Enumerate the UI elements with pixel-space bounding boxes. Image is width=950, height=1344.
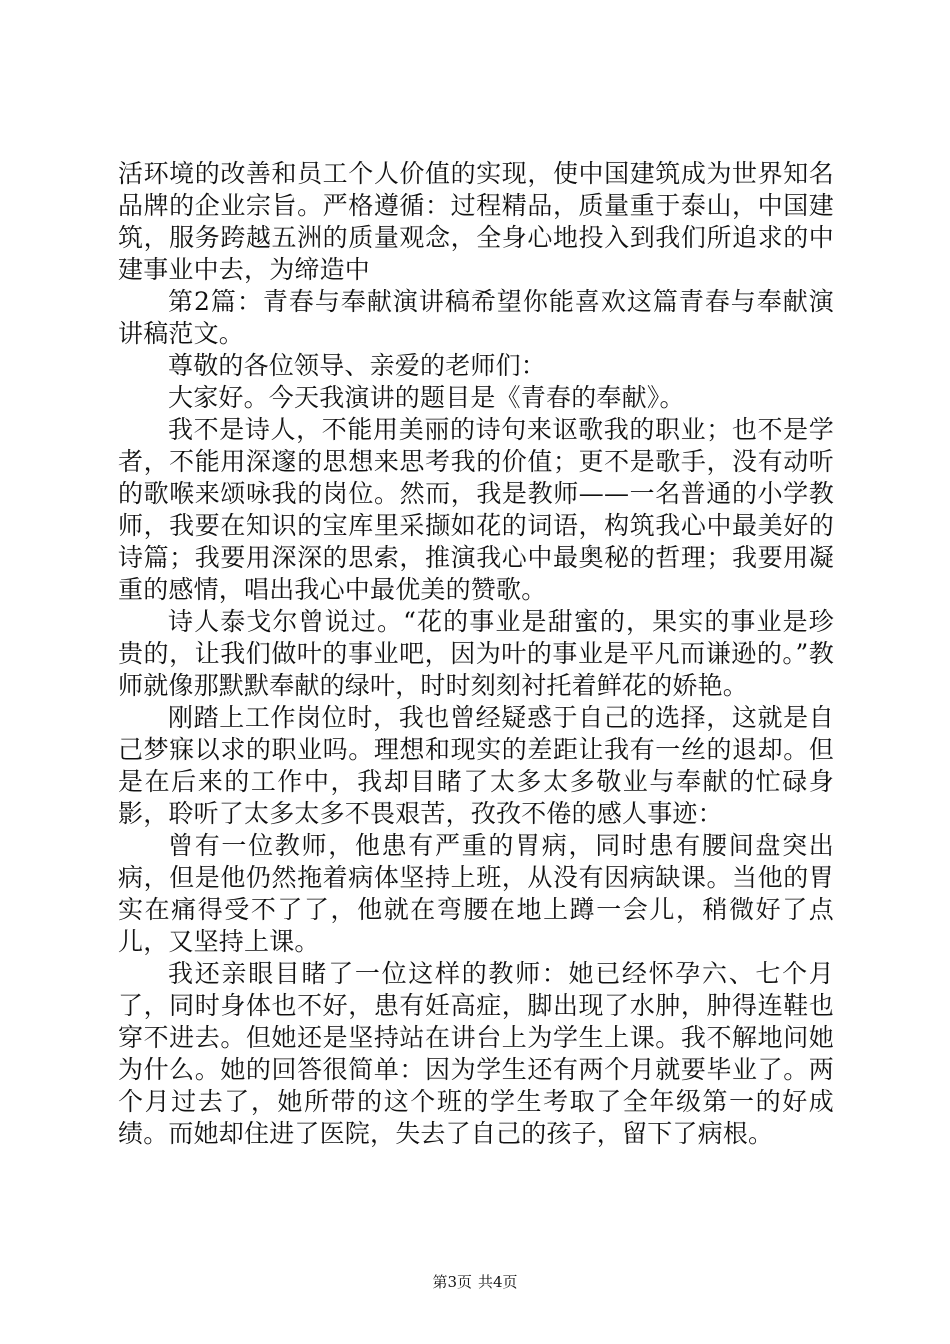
page-total: 共4页 (478, 1273, 518, 1291)
paragraph-body: 我不是诗人，不能用美丽的诗句来讴歌我的职业；也不是学者，不能用深邃的思想来思考我的价值；更不是歌手，没有动听的歌喉来颂咏我的岗位。然而，我是教师——一名普通的小学教师，我要在知识的宝库里采撷如花的词语，构筑我心中最美好的诗篇；我要用深深的思索，推演我心中最奥秘的哲理；我要用凝重的感情，唱出我心中最优美的赞歌。 (118, 415, 834, 604)
paragraph-body: 诗人泰戈尔曾说过。“花的事业是甜蜜的，果实的事业是珍贵的，让我们做叶的事业吧，因为叶的事业是平凡而谦逊的。”教师就像那默默奉献的绿叶，时时刻刻衬托着鲜花的娇艳。 (118, 607, 834, 700)
paragraph-body: 曾有一位教师，他患有严重的胃病，同时患有腰间盘突出病，但是他仍然拖着病体坚持上班，从没有因病缺课。当他的胃实在痛得受不了了，他就在弯腰在地上蹲一会儿，稍微好了点儿，又坚持上课。 (118, 831, 834, 956)
paragraph-body: 刚踏上工作岗位时，我也曾经疑惑于自己的选择，这就是自己梦寐以求的职业吗。理想和现实的差距让我有一丝的退却。但是在后来的工作中，我却目睹了太多太多敬业与奉献的忙碌身影，聆听了太多太多不畏艰苦，孜孜不倦的感人事迹： (118, 703, 834, 828)
page-footer (0, 1272, 950, 1292)
paragraph-salutation: 尊敬的各位领导、亲爱的老师们： (168, 351, 547, 380)
paragraph-greeting: 大家好。今天我演讲的题目是《青春的奉献》。 (168, 383, 685, 412)
paragraph-continuation: 活环境的改善和员工个人价值的实现，使中国建筑成为世界知名品牌的企业宗旨。严格遵循：过程精品，质量重于泰山，中国建筑，服务跨越五洲的质量观念，全身心地投入到我们所追求的中建事业中去，为缔造中 (118, 159, 834, 284)
page-number: 第3页 (432, 1273, 472, 1291)
paragraph-body: 我还亲眼目睹了一位这样的教师：她已经怀孕六、七个月了，同时身体也不好，患有妊高症，脚出现了水肿，肿得连鞋也穿不进去。但她还是坚持站在讲台上为学生上课。我不解地问她为什么。她的回答很简单：因为学生还有两个月就要毕业了。两个月过去了，她所带的这个班的学生考取了全年级第一的好成绩。而她却住进了医院，失去了自己的孩子，留下了病根。 (118, 959, 834, 1148)
paragraph-section-heading: 第2篇：青春与奉献演讲稿希望你能喜欢这篇青春与奉献演讲稿范文。 (118, 287, 834, 348)
document-body (118, 158, 834, 1150)
